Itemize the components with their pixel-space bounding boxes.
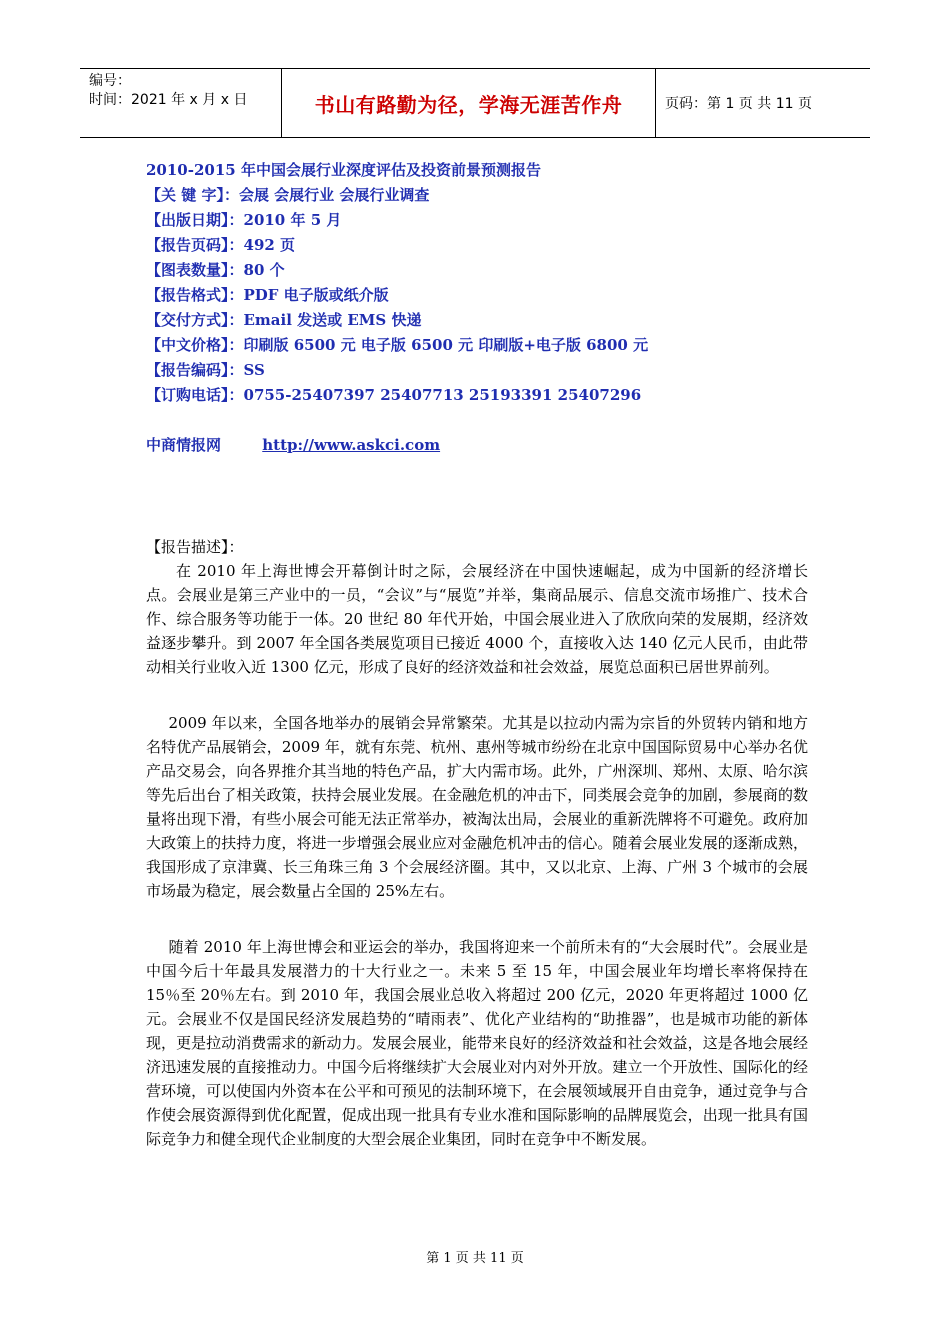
paragraph-2: 2009 年以来，全国各地举办的展销会异常繁荣。尤其是以拉动内需为宗旨的外贸转内销和地方名特优产品展销会，2009 年，就有东莞、杭州、惠州等城市纷纷在北京中国国际贸易中心举办名优产品交易会，向各界推介其当地的特色产品，扩大内需市场。此外，广州深圳、郑州、太原、哈尔滨等先后出台了相关政策，扶持会展业发展。在金融危机的冲击下，同类展会竞争的加剧，参展商的数量将出现下滑，有些小展会可能无法正常举办，被淘汰出局，会展业的重新洗牌将不可避免。政府加大政策上的扶持力度，将进一步增强会展业应对金融危机冲击的信心。随着会展业发展的逐渐成熟，我国形成了京津冀、长三角珠三角 3 个会展经济圈。其中，又以北京、上海、广州 3 个城市的会展市场最为稳定，展会数量占全国的 25%左右。 [146,714,808,900]
site-url-link[interactable]: http://www.askci.com [262,436,441,454]
field-phone: 【订购电话】：0755-25407397 25407713 25193391 25407296 [146,386,642,404]
report-description [146,535,808,1151]
description-label: 【报告描述】： [146,538,244,556]
motto: 书山有路勤为径，学海无涯苦作舟 [282,69,656,137]
site-line [146,433,440,458]
report-title: 2010-2015 年中国会展行业深度评估及投资前景预测报告 [146,161,541,179]
paragraph-1: 在 2010 年上海世博会开幕倒计时之际，会展经济在中国快速崛起，成为中国新的经济增长点。会展业是第三产业中的一员，“会议”与“展览”并举，集商品展示、信息交流市场推广、技术合作、综合服务等功能于一体。20 世纪 80 年代开始，中国会展业进入了欣欣向荣的发展期，经济效益逐步攀升。到 2007 年全国各类展览项目已接近 4000 个，直接收入达 140 亿元人民币，由此带动相关行业收入近 1300 亿元，形成了良好的经济效益和社会效益，展览总面积已居世界前列。 [146,562,808,676]
time-label: 时间：2021 年 x 月 x 日 [89,92,248,108]
field-chart-count: 【图表数量】：80 个 [146,261,285,279]
site-name: 中商情报网 [146,436,222,454]
page-info: 页码：第 1 页 共 11 页 [665,96,812,112]
page-footer: 第 1 页 共 11 页 [426,1251,524,1266]
report-meta [146,158,648,408]
field-format: 【报告格式】：PDF 电子版或纸介版 [146,286,389,304]
field-code: 【报告编码】：SS [146,361,265,379]
field-delivery: 【交付方式】：Email 发送或 EMS 快递 [146,311,422,329]
field-publish-date: 【出版日期】：2010 年 5 月 [146,211,342,229]
field-keywords: 【关 键 字】：会展 会展行业 会展行业调查 [146,186,430,204]
paragraph-3: 随着 2010 年上海世博会和亚运会的举办，我国将迎来一个前所未有的“大会展时代”。会展业是中国今后十年最具发展潜力的十大行业之一。未来 5 至 15 年，中国会展业年均增长率将保持在 15％至 20％左右。到 2010 年，我国会展业总收入将超过 200 亿元，2020 年更将超过 1000 亿元。会展业不仅是国民经济发展趋势的“晴雨表”、优化产业结构的“助推器”，也是城市功能的新体现，更是拉动消费需求的新动力。发展会展业，能带来良好的经济效益和社会效益，这是各地会展经济迅速发展的直接推动力。中国今后将继续扩大会展业对内对外开放。建立一个开放性、国际化的经营环境，可以使国内外资本在公平和可预见的法制环境下，在会展领域展开自由竞争，通过竞争与合作使会展资源得到优化配置，促成出现一批具有专业水准和国际影响的品牌展览会，出现一批具有国际竞争力和健全现代企业制度的大型会展企业集团，同时在竞争中不断发展。 [146,938,808,1148]
header-meta-cell [80,69,282,137]
page-header [80,68,870,138]
field-price: 【中文价格】：印刷版 6500 元 电子版 6500 元 印刷版+电子版 6800 元 [146,336,649,354]
field-page-count: 【报告页码】：492 页 [146,236,296,254]
number-label: 编号： [89,73,131,89]
